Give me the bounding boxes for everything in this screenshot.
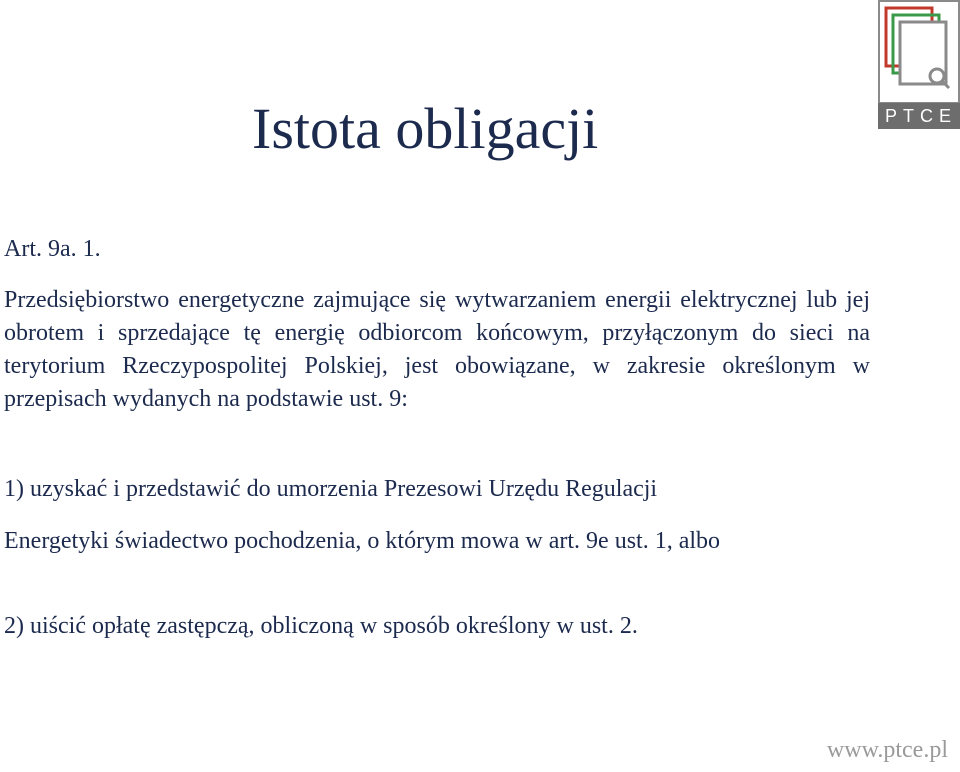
ptce-logo (878, 0, 960, 130)
list-item-1: 1) uzyskać i przedstawić do umorzenia Prezesowi Urzędu Regulacji (4, 476, 658, 502)
list-item-2: 2) uiścić opłatę zastępczą, obliczoną w sposób określony w ust. 2. (4, 613, 638, 639)
page-title: Istota obligacji (252, 96, 599, 161)
footer-url: www.ptce.pl (826, 737, 948, 763)
main-paragraph: Przedsiębiorstwo energetyczne zajmujące się wytwarzaniem energii elektrycznej lub jej obrotem i sprzedające tę energię odbiorcom końcowym, przyłączonym do sieci na terytorium Rzeczypospolitej Polskiej, jest obowiązane, w zakresie określonym w przepisach wydanych na podstawie ust. 9: (4, 287, 870, 412)
article-reference: Art. 9a. 1. (4, 236, 101, 262)
logo-text: PTCE (878, 103, 960, 129)
document-magnifier-icon (878, 0, 960, 104)
list-item-1-continuation: Energetyki świadectwo pochodzenia, o którym mowa w art. 9e ust. 1, albo (4, 528, 721, 554)
